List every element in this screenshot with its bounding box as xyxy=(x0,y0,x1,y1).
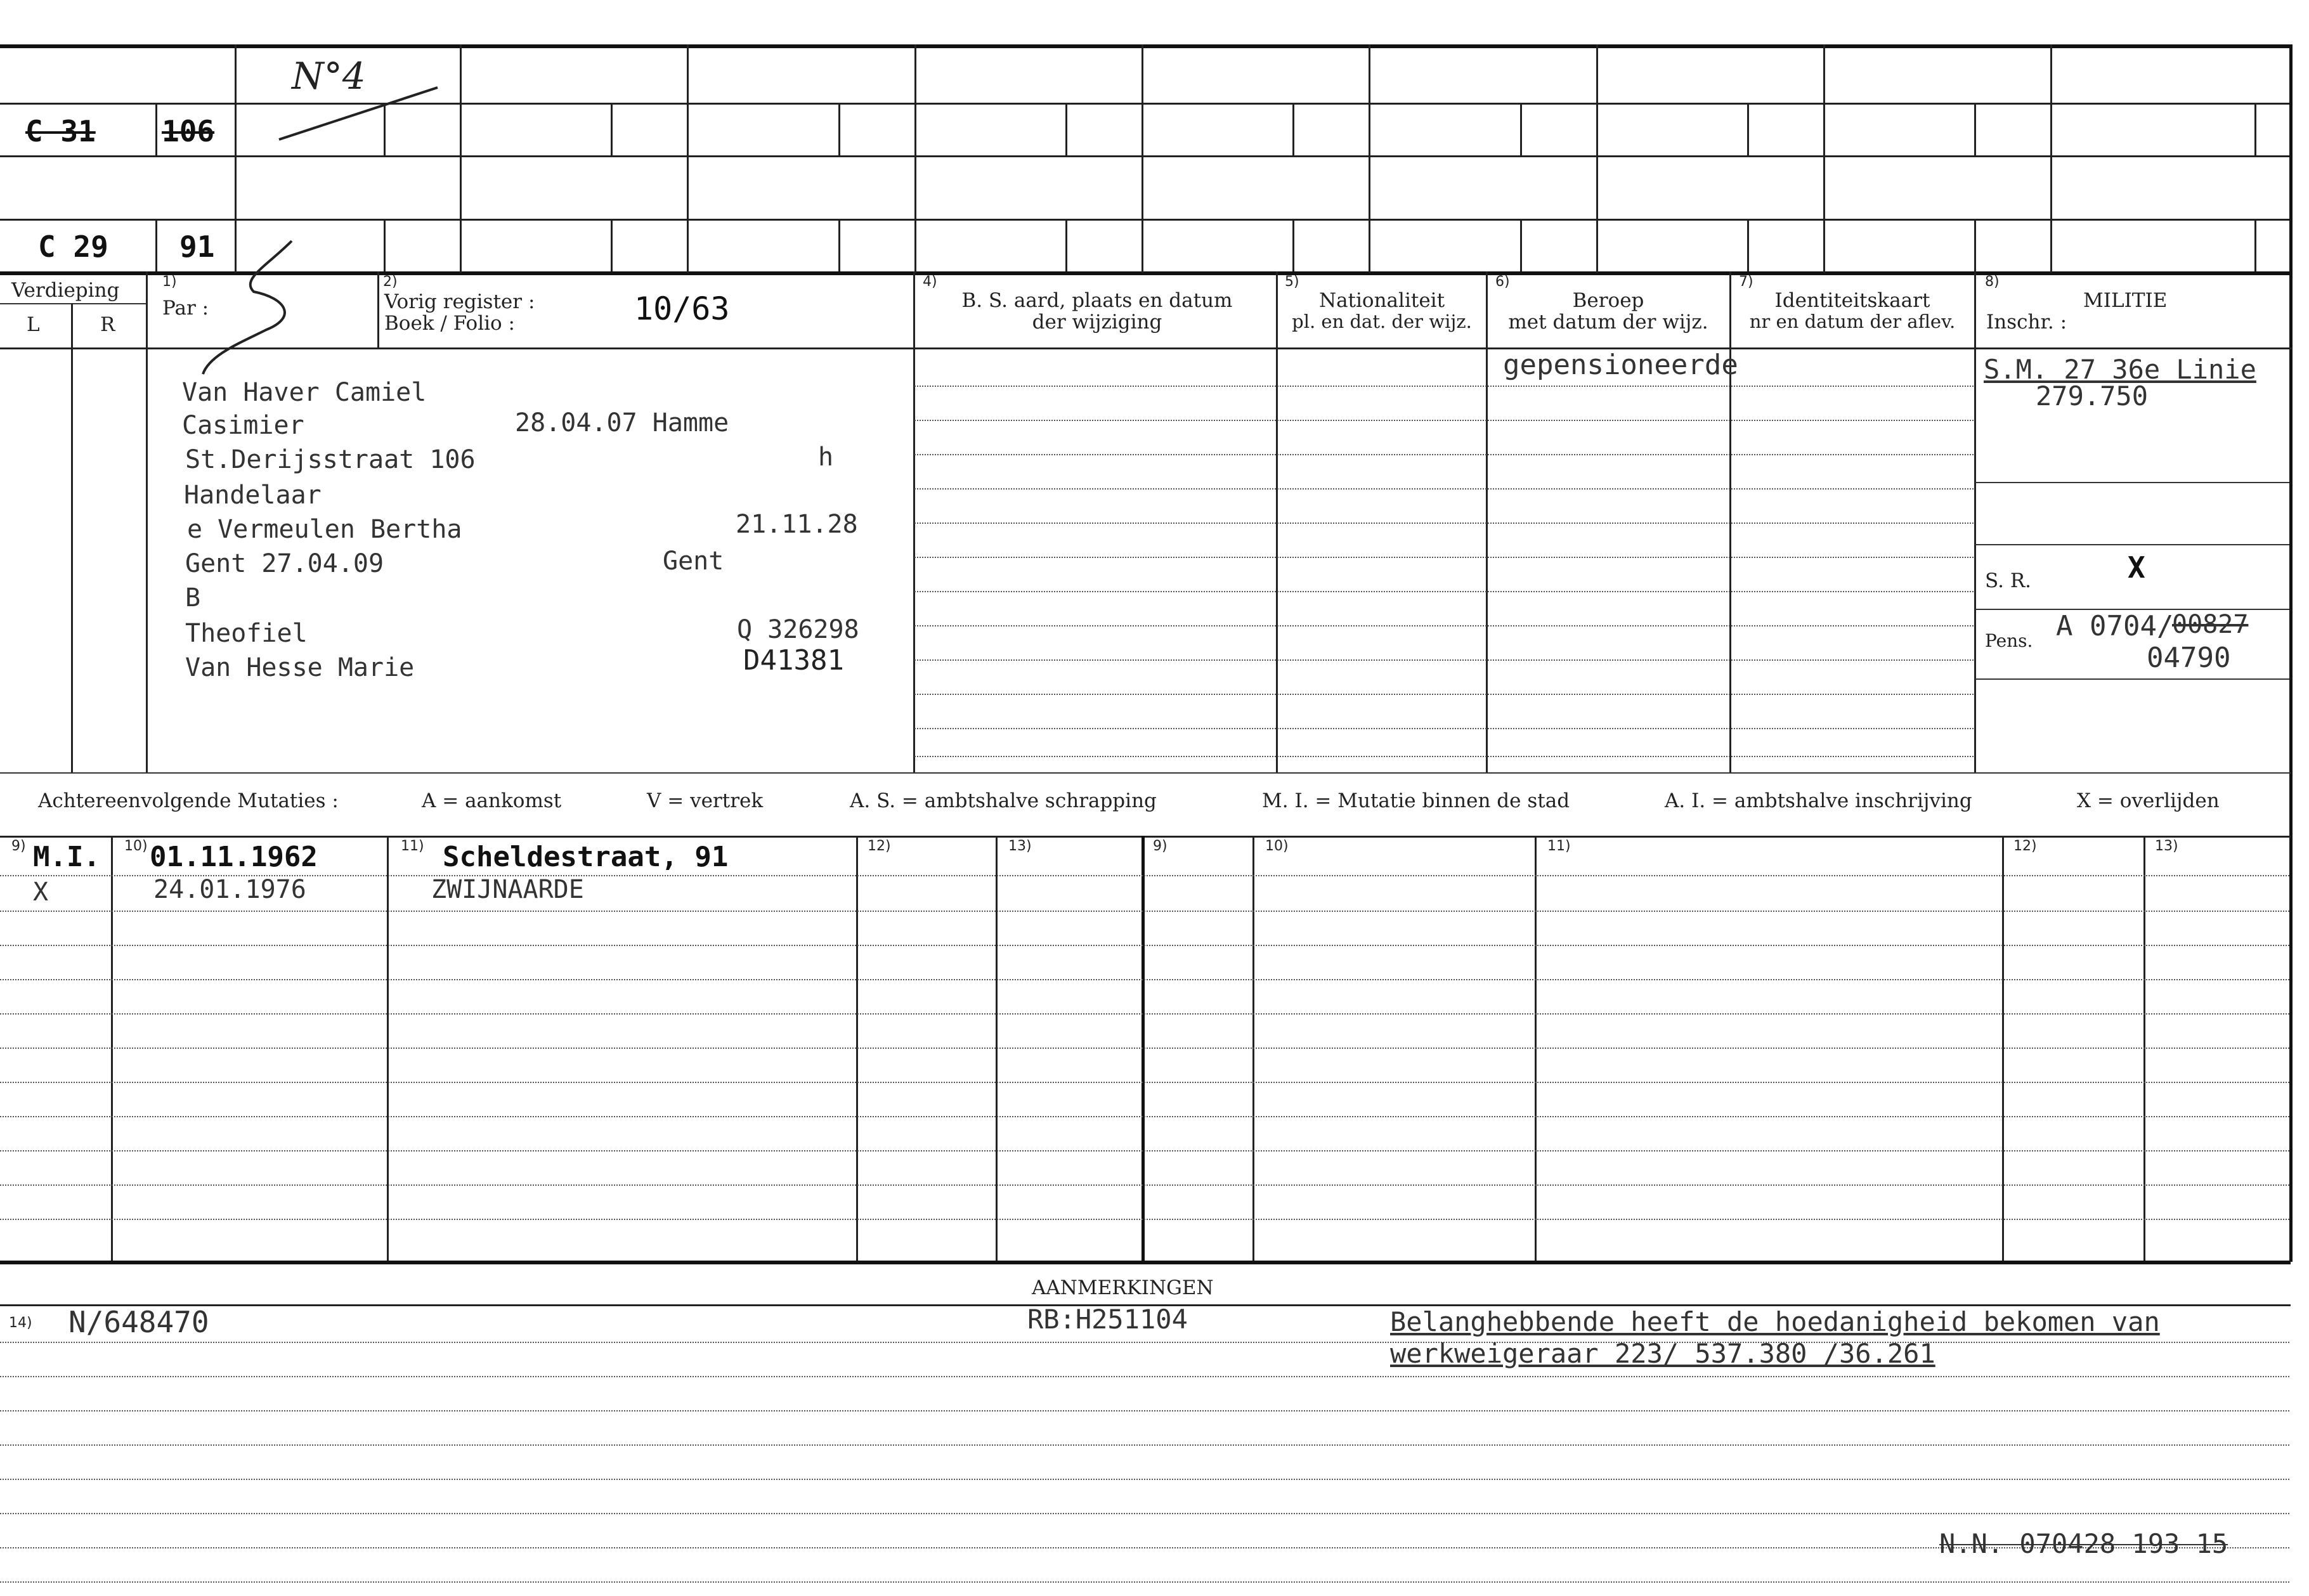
ruled-line xyxy=(914,694,1974,695)
grid-line xyxy=(71,303,73,772)
person-second-name: Casimier xyxy=(182,411,304,440)
mutation-row-2-type: X xyxy=(33,878,49,907)
rb-code: RB:H251104 xyxy=(1027,1304,1188,1335)
ruled-line xyxy=(0,1048,2289,1049)
ruled-line xyxy=(0,945,2289,946)
field-number: 1) xyxy=(162,274,177,290)
legend-ai: A. I. = ambtshalve inschrijving xyxy=(1665,789,1972,812)
vorig-register-value: 10/63 xyxy=(634,290,730,327)
old-number-code: 106 xyxy=(162,114,215,148)
mutation-row-1-address: Scheldestraat, 91 xyxy=(443,841,729,873)
mutaties-title: Achtereenvolgende Mutaties : xyxy=(38,789,339,812)
field-number: 7) xyxy=(1739,274,1753,290)
ruled-line xyxy=(914,522,1974,524)
old-section-code: C 31 xyxy=(25,114,96,148)
ruled-line xyxy=(0,979,2289,980)
mutation-row-2-date: 24.01.1976 xyxy=(153,875,306,904)
beroep-sublabel: met datum der wijz. xyxy=(1508,311,1708,334)
col-11-header: 11) xyxy=(401,838,424,854)
legend-a: A = aankomst xyxy=(422,789,562,812)
ruled-line xyxy=(0,1150,2289,1152)
pens-struck-value: 00827 xyxy=(2172,610,2249,639)
col-9-header: 9) xyxy=(11,838,26,854)
beroep-label: Beroep xyxy=(1572,289,1644,312)
mark-h: h xyxy=(818,443,834,472)
ruled-line xyxy=(914,728,1974,729)
person-block-bottom xyxy=(0,772,2291,774)
field-number: 5) xyxy=(1285,274,1299,290)
section-code: C 29 xyxy=(38,230,108,264)
ruled-line xyxy=(914,386,1974,387)
number-code: 91 xyxy=(179,230,215,264)
ruled-line xyxy=(0,1116,2289,1117)
grid-line xyxy=(1975,678,2289,680)
legend-v: V = vertrek xyxy=(647,789,764,812)
person-address: St.Derijsstraat 106 xyxy=(185,445,476,474)
spouse-name: e Vermeulen Bertha xyxy=(187,515,462,544)
spouse-birth: Gent 27.04.09 xyxy=(185,549,384,578)
nn-code: N.N. 070428 193 15 xyxy=(1939,1528,2228,1559)
legend-mi: M. I. = Mutatie binnen de stad xyxy=(1262,789,1570,812)
bs-label-line2: der wijziging xyxy=(1032,311,1162,334)
n-number: N/648470 xyxy=(68,1305,209,1339)
inschr-label: Inschr. : xyxy=(1986,311,2067,334)
ruled-line xyxy=(0,1513,2289,1514)
verdieping-label: Verdieping xyxy=(11,279,120,302)
col-9-header: 9) xyxy=(1153,838,1168,854)
ruled-line xyxy=(914,659,1974,661)
mutation-row-2-address: ZWIJNAARDE xyxy=(431,875,584,904)
ruled-line xyxy=(0,1376,2289,1377)
person-occupation: Handelaar xyxy=(184,481,322,510)
grid-line xyxy=(1276,271,1278,772)
col-l-label: L xyxy=(27,313,40,336)
ruled-line xyxy=(0,1013,2289,1015)
handwritten-number: N°4 xyxy=(292,55,366,98)
militie-label: MILITIE xyxy=(2083,289,2168,312)
ruled-line xyxy=(914,591,1974,592)
ruled-line xyxy=(0,875,2289,876)
col-r-label: R xyxy=(100,313,115,336)
person-b: B xyxy=(185,583,201,613)
mutation-table-bottom xyxy=(0,1261,2291,1264)
beroep-value: gepensioneerde xyxy=(1503,349,1738,381)
ruled-line xyxy=(914,557,1974,558)
grid-line xyxy=(1975,544,2289,545)
grid-line xyxy=(0,303,146,304)
remark-line-1: Belanghebbende heeft de hoedanigheid bekomen van xyxy=(1390,1306,2160,1337)
ruled-line xyxy=(0,1219,2289,1220)
identiteitskaart-label: Identiteitskaart xyxy=(1774,289,1930,312)
ruled-line xyxy=(914,454,1974,455)
code-q: Q 326298 xyxy=(737,615,859,644)
bs-label-line1: B. S. aard, plaats en datum xyxy=(961,289,1233,312)
ruled-line xyxy=(914,420,1974,421)
ruled-line xyxy=(914,488,1974,490)
header-bottom-border xyxy=(0,347,2293,349)
col-10-header: 10) xyxy=(1265,838,1289,854)
ruled-line xyxy=(914,625,1974,626)
ruled-line xyxy=(0,911,2289,912)
grid-line xyxy=(1486,271,1488,772)
inschr-number: 279.750 xyxy=(2036,380,2149,412)
mutation-row-1-type: M.I. xyxy=(33,841,100,873)
sr-value: X xyxy=(2128,550,2145,585)
mother-name: Van Hesse Marie xyxy=(185,653,415,682)
birth-date-place: 28.04.07 Hamme xyxy=(515,408,729,438)
boek-folio-label: Boek / Folio : xyxy=(384,312,515,335)
mutation-row-1-date: 01.11.1962 xyxy=(150,841,318,873)
pens-number: 04790 xyxy=(2147,642,2231,674)
grid-line xyxy=(146,271,148,772)
ruled-line xyxy=(914,756,1974,757)
vorig-register-label: Vorig register : xyxy=(384,290,535,313)
grid-line xyxy=(377,271,379,347)
marriage-date: 21.11.28 xyxy=(736,510,858,539)
ruled-line xyxy=(0,1581,2289,1583)
mutation-table-top xyxy=(0,836,2291,838)
col-12-header: 12) xyxy=(2013,838,2037,854)
father-name: Theofiel xyxy=(185,619,308,648)
ruled-line xyxy=(0,1444,2289,1446)
code-d: D41381 xyxy=(743,644,844,677)
col-10-header: 10) xyxy=(124,838,148,854)
remark-line-2: werkweigeraar 223/ 537.380 /36.261 xyxy=(1390,1338,1935,1369)
pens-label: Pens. xyxy=(1985,630,2033,651)
legend-as: A. S. = ambtshalve schrapping xyxy=(850,789,1157,812)
field-number: 6) xyxy=(1495,274,1510,290)
par-label: Par : xyxy=(162,297,209,320)
ruled-line xyxy=(0,1479,2289,1480)
inschr-value: S.M. 27 36e Linie xyxy=(1984,354,2256,385)
grid-line xyxy=(1975,482,2289,483)
nationaliteit-sublabel: pl. en dat. der wijz. xyxy=(1292,311,1472,332)
ruled-line xyxy=(0,1184,2289,1186)
ruled-line xyxy=(0,1082,2289,1083)
aanmerkingen-title: AANMERKINGEN xyxy=(1032,1276,1214,1299)
marriage-place: Gent xyxy=(663,547,724,576)
identiteitskaart-sublabel: nr en datum der aflev. xyxy=(1749,311,1956,332)
col-13-header: 13) xyxy=(2155,838,2178,854)
ruled-line xyxy=(0,1410,2289,1411)
field-number: 8) xyxy=(1985,274,2000,290)
field-number: 4) xyxy=(923,274,937,290)
nationaliteit-label: Nationaliteit xyxy=(1318,289,1445,312)
legend-x: X = overlijden xyxy=(2077,789,2220,812)
sr-label: S. R. xyxy=(1985,569,2032,592)
ruled-line xyxy=(0,1342,2289,1343)
field-number: 14) xyxy=(9,1315,32,1331)
person-name: Van Haver Camiel xyxy=(182,378,427,407)
grid-line xyxy=(913,271,915,772)
col-11-header: 11) xyxy=(1547,838,1571,854)
grid-line xyxy=(1729,271,1731,772)
grid-line xyxy=(1974,271,1976,772)
pens-value: A 0704/ xyxy=(2056,610,2174,642)
col-13-header: 13) xyxy=(1008,838,1032,854)
field-number: 2) xyxy=(383,274,398,290)
col-12-header: 12) xyxy=(868,838,891,854)
